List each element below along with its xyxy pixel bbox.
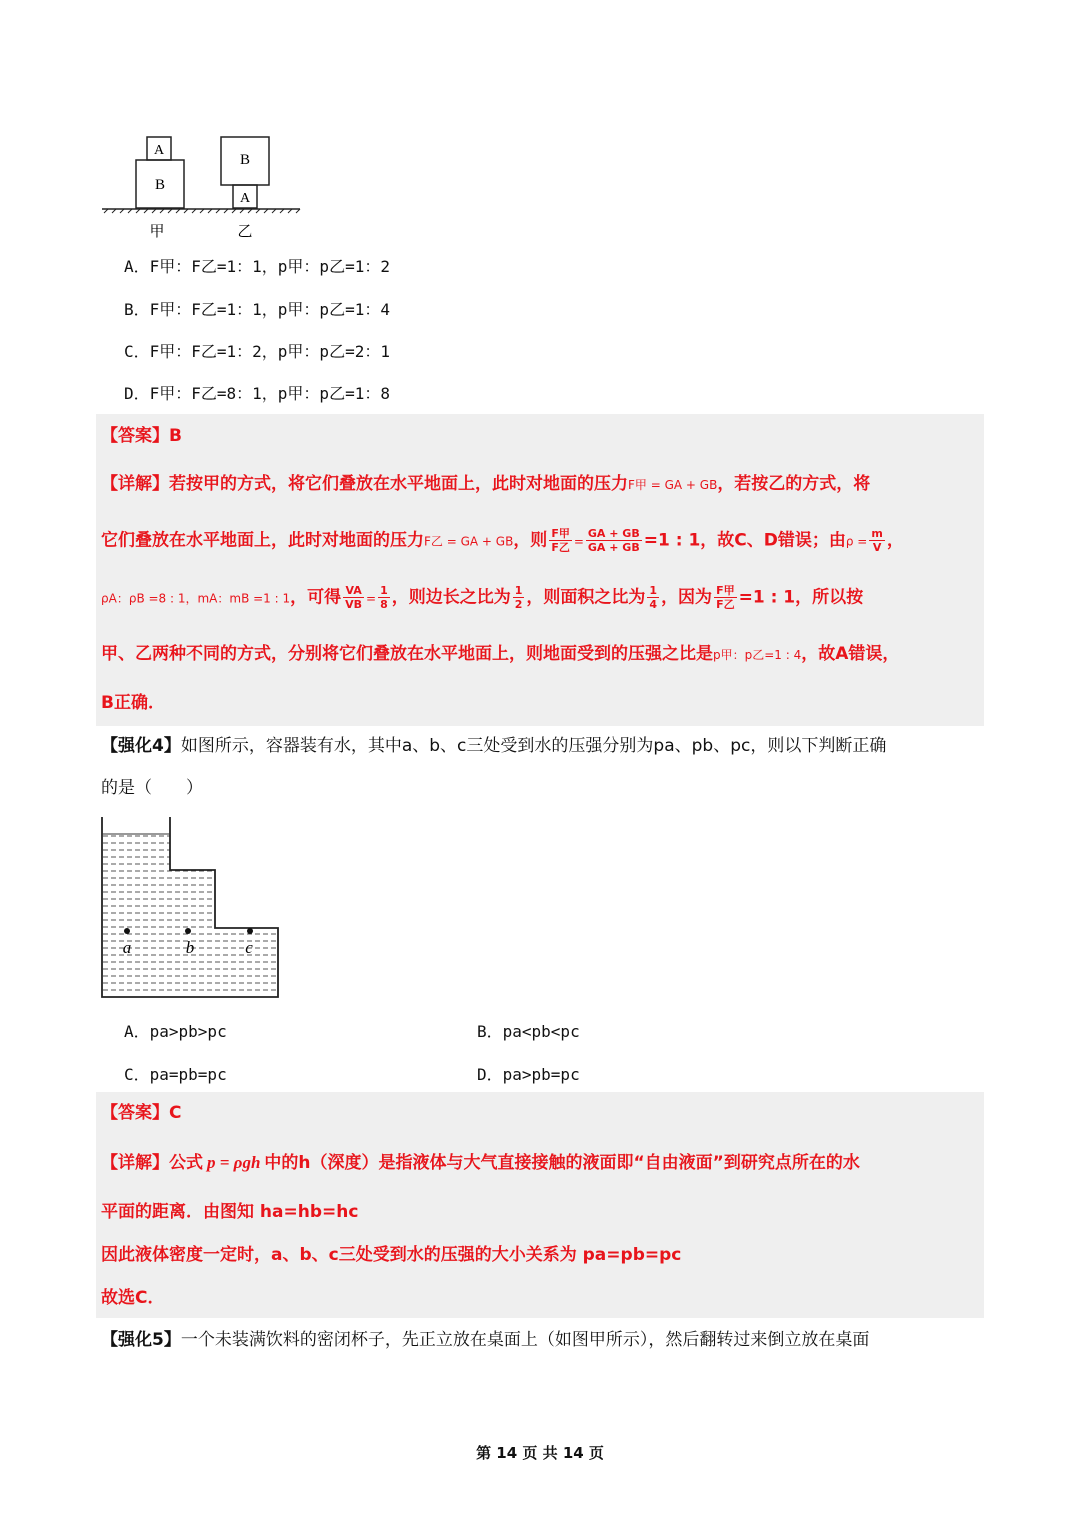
q4-formula: p = ρgh <box>207 1153 261 1172</box>
label-b-left: B <box>154 177 166 193</box>
q3-l2-formula: F乙 = GA + GB <box>424 534 514 549</box>
q4-question-line2: 的是（ ） <box>101 778 203 798</box>
q3-answer: 【答案】B <box>101 426 182 446</box>
q3-frac-ff: $\frac{\text{F甲}}{\text{F乙}}$ <box>716 584 735 611</box>
label-b-right: B <box>239 152 251 168</box>
q3-frac-f: $\frac{\text{F甲}}{\text{F乙}}$ <box>551 527 570 554</box>
q3-rho-formula: ρ = <box>845 534 868 549</box>
q3-l1-formula: F甲 = GA + GB <box>628 478 718 492</box>
q3-l2-text: 它们叠放在水平地面上，此时对地面的压力 <box>101 530 424 551</box>
point-c-dot <box>247 928 253 934</box>
point-c-label: c <box>245 938 253 957</box>
q3-detail-line1 <box>101 472 870 497</box>
q3-l4-formula: p甲：p乙=1 : 4 <box>713 648 802 662</box>
q4-detail-line1: 【详解】公式 p = ρgh 中的h（深度）是指液体与大气直接接触的液面即“自由液面”到研究点所在的水 <box>101 1153 860 1173</box>
q4-option-d: D．pa>pb=pc <box>477 1065 580 1084</box>
label-yi: 乙 <box>237 222 253 240</box>
label-a-left: A <box>153 143 165 158</box>
point-a-label: a <box>122 938 132 957</box>
q4-option-a: A．pa>pb>pc <box>124 1022 227 1041</box>
q3-frac-g: $\frac{GA + GB}{GA + GB}$ <box>587 527 640 554</box>
q3-option-a: A．F甲：F乙=1：1，p甲：p乙=1：2 <box>124 257 390 276</box>
q3-l1-text: 【详解】若按甲的方式，将它们叠放在水平地面上，此时对地面的压力 <box>101 474 628 494</box>
q4-title: 【强化4】 <box>101 736 181 756</box>
q3-detail-line5: B正确． <box>101 693 165 713</box>
q4-answer: 【答案】C <box>101 1103 182 1123</box>
q3-l2-text3: =1 : 1，故C、D错误；由 <box>643 530 846 551</box>
page-footer: 第 14 页 共 14 页 <box>476 1444 604 1462</box>
point-a-dot <box>124 928 130 934</box>
q4-detail-line2: 平面的距离．由图知 ha=hb=hc <box>101 1202 359 1222</box>
q5-question: 【强化5】一个未装满饮料的密闭杯子，先正立放在桌面上（如图甲所示），然后翻转过来倒立放在桌面 <box>101 1330 870 1350</box>
point-b-label: b <box>185 938 195 957</box>
q3-frac-1-8: $\frac{1}{8}$ <box>380 584 388 611</box>
q5-title: 【强化5】 <box>101 1330 181 1350</box>
water-container-figure <box>95 812 290 1007</box>
q3-detail-line2: 它们叠放在水平地面上，此时对地面的压力F乙 = GA + GB，则 $\frac{\text{F甲}}{\text{F乙}}$ = $\frac{GA + GB}{GA + GB}$ =1 : 1，故C、D错误；由ρ = $\frac{m}{V}$ ， <box>101 527 904 554</box>
q3-detail-line4: 甲、乙两种不同的方式，分别将它们叠放在水平地面上，则地面受到的压强之比是p甲：p乙=1 : 4，故A错误， <box>101 644 900 664</box>
q3-option-c: C．F甲：F乙=1：2，p甲：p乙=2：1 <box>124 342 390 361</box>
q3-l3-ratios: ρA：ρB =8 : 1，mA：mB =1 : 1 <box>101 591 291 606</box>
q4-detail-line3: 因此液体密度一定时，a、b、c三处受到水的压强的大小关系为 pa=pb=pc <box>101 1245 682 1265</box>
q3-option-d: D．F甲：F乙=8：1，p甲：p乙=1：8 <box>124 384 390 403</box>
q3-frac-1-2: $\frac{1}{2}$ <box>514 584 523 611</box>
point-b-dot <box>185 928 191 934</box>
q4-detail-line4: 故选C． <box>101 1288 165 1308</box>
q4-question-line1: 【强化4】如图所示，容器装有水，其中a、b、c三处受到水的压强分别为pa、pb、pc，则以下判断正确 <box>101 736 887 756</box>
q3-l2-text2: ，则 <box>513 530 548 551</box>
q3-detail-line3: ρA：ρB =8 : 1，mA：mB =1 : 1，可得 $\frac{VA}{VB}$ = $\frac{1}{8}$ ，则边长之比为 $\frac{1}{2}$ ，则面积之比为 $\frac{1}{4}$ ，因为 $\frac{\text{F甲}}{\text{F乙}}$ =1 : 1，所以按 <box>101 584 864 611</box>
label-a-right: A <box>239 191 251 206</box>
q3-frac-v: $\frac{VA}{VB}$ <box>345 584 363 611</box>
q3-option-b: B．F甲：F乙=1：1，p甲：p乙=1：4 <box>124 300 390 319</box>
q4-option-c: C．pa=pb=pc <box>124 1065 227 1084</box>
q3-frac-1-4: $\frac{1}{4}$ <box>649 584 658 611</box>
q4-option-b: B．pa<pb<pc <box>477 1022 580 1041</box>
stacked-blocks-figure <box>100 130 310 245</box>
q3-frac-mv: $\frac{m}{V}$ <box>871 527 883 554</box>
q3-l1-text2: ，若按乙的方式，将 <box>717 474 871 494</box>
q3-solution-block <box>96 414 984 726</box>
label-jia: 甲 <box>149 222 165 240</box>
